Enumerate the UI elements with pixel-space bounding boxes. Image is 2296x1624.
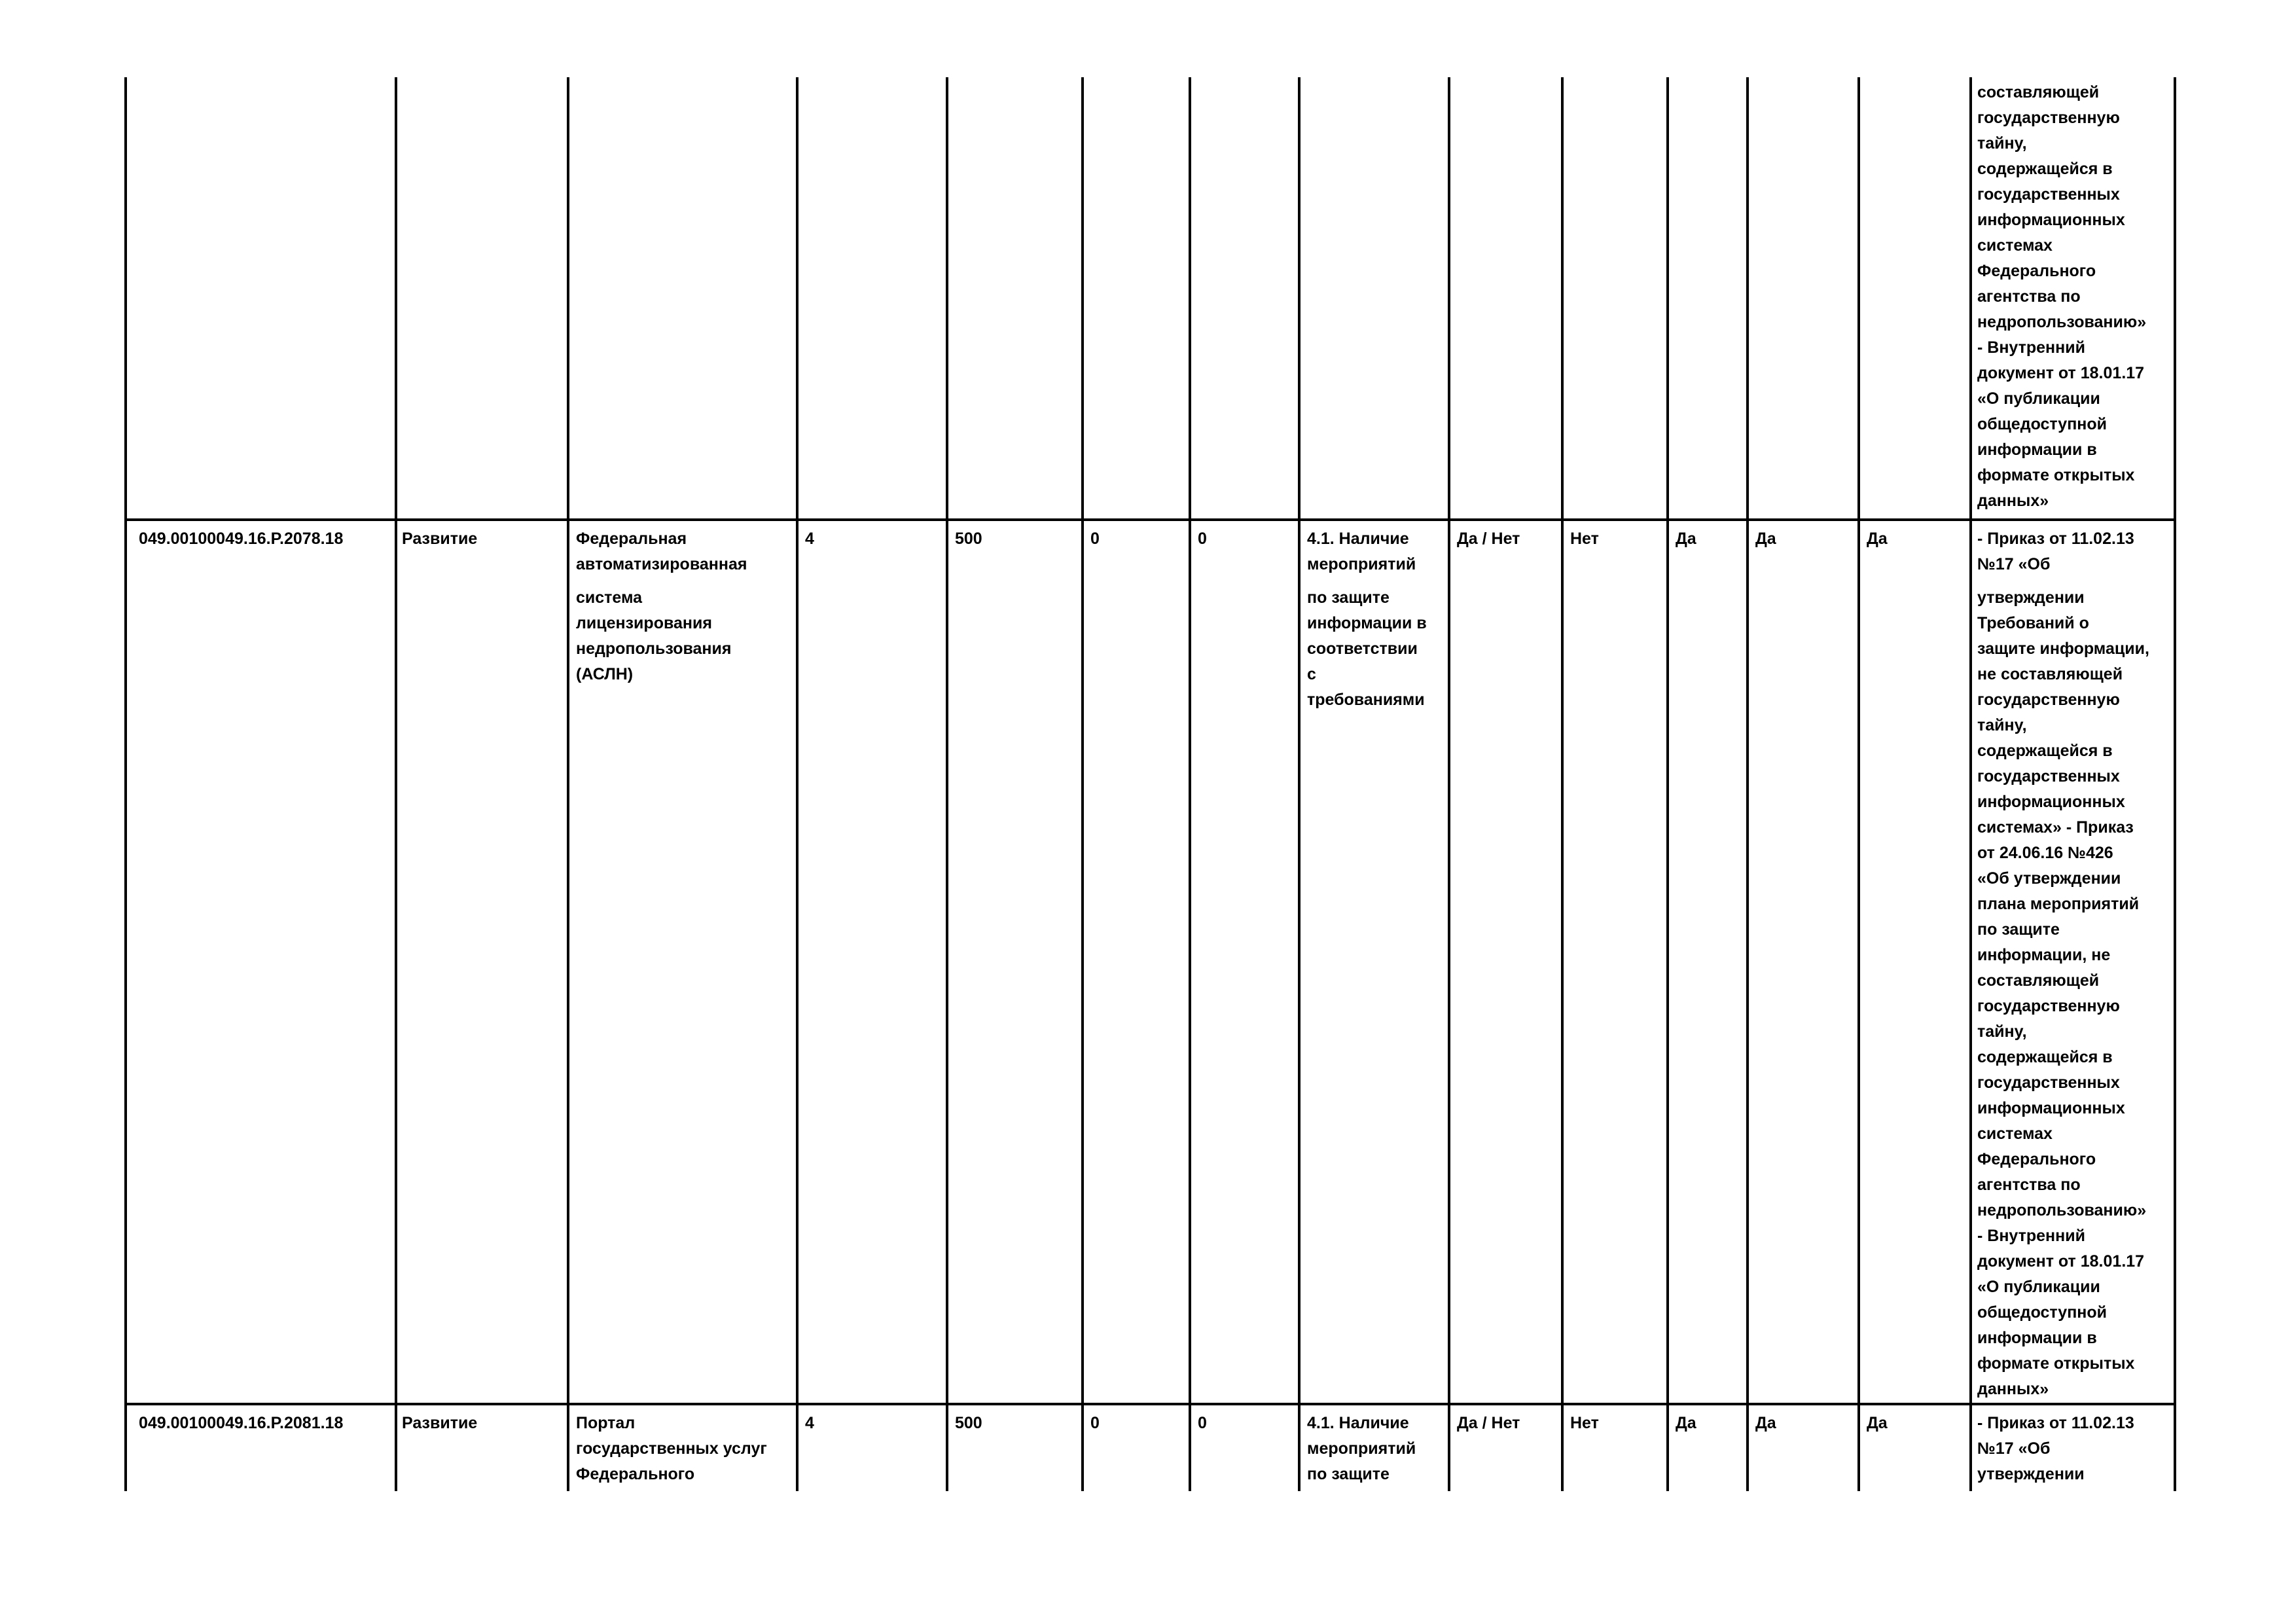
value-cell: Да: [1755, 1414, 1776, 1432]
indicator-line-b: по защите информации в соответствии с требованиями: [1307, 588, 1427, 709]
notes-cell: [1977, 526, 2170, 1402]
table-border-left: [124, 77, 127, 1491]
value-cell: Нет: [1570, 530, 1599, 548]
value-cell: Да: [1867, 1414, 1888, 1432]
notes-cell: - Приказ от 11.02.13 №17 «Об утверждении: [1977, 1414, 2134, 1483]
column-divider: [567, 77, 569, 1491]
value-cell: Да: [1867, 530, 1888, 548]
value-cell: Да: [1676, 1414, 1696, 1432]
value-cell: 0: [1090, 1414, 1100, 1432]
column-divider: [1298, 77, 1300, 1491]
notes-line-a: - Приказ от 11.02.13 №17 «Об: [1977, 530, 2134, 573]
column-divider: [1746, 77, 1749, 1491]
value-cell: 4: [805, 1414, 814, 1432]
unit-cell: Да / Нет: [1457, 530, 1520, 548]
column-divider: [946, 77, 948, 1491]
column-divider: [1857, 77, 1860, 1491]
value-cell: 0: [1198, 1414, 1207, 1432]
value-cell: 500: [955, 530, 982, 548]
column-divider: [1448, 77, 1450, 1491]
column-divider: [395, 77, 397, 1491]
project-code-cell: 049.00100049.16.P.2081.18: [139, 1414, 344, 1432]
value-cell: Да: [1755, 530, 1776, 548]
notes-cell-continued: составляющей государственную тайну, содержащейся в государственных информационных системах Федерального агентства по недропользованию» - Внутренний документ от 18.01.17 «О публикации общедоступной информации в формате открытых данных»: [1977, 83, 2147, 510]
value-cell: 500: [955, 1414, 982, 1432]
value-cell: 4: [805, 530, 814, 548]
column-divider: [1189, 77, 1191, 1491]
system-name-cell: Портал государственных услуг Федерального: [576, 1414, 767, 1483]
indicator-line-a: 4.1. Наличие мероприятий: [1307, 530, 1416, 573]
value-cell: 0: [1090, 530, 1100, 548]
system-name-line-a: Федеральная автоматизированная: [576, 530, 747, 573]
indicator-cell: [1307, 526, 1444, 713]
activity-type-cell: Развитие: [402, 530, 478, 548]
project-code-cell: 049.00100049.16.P.2078.18: [139, 530, 344, 548]
row-divider: [124, 1403, 2176, 1405]
indicator-cell: 4.1. Наличие мероприятий по защите: [1307, 1414, 1416, 1483]
value-cell: Нет: [1570, 1414, 1599, 1432]
activity-type-cell: Развитие: [402, 1414, 478, 1432]
row-divider: [124, 518, 2176, 521]
system-name-cell: [576, 526, 792, 687]
value-cell: 0: [1198, 530, 1207, 548]
column-divider: [1081, 77, 1084, 1491]
notes-line-b: утверждении Требований о защите информации, не составляющей государственную тайну, содержащейся в государственных информационных системах» - Приказ от 24.06.16 №426 «Об утверждении плана мероприятий по защите информации, не составляющей государственную тайну, содержащейся в государственных информационных системах Федерального агентства по недропользованию» - Внутренний документ от 18.01.17 «О публикации общедоступной информации в формате открытых данных»: [1977, 588, 2149, 1398]
column-divider: [1969, 77, 1972, 1491]
table-border-right: [2174, 77, 2176, 1491]
value-cell: Да: [1676, 530, 1696, 548]
unit-cell: Да / Нет: [1457, 1414, 1520, 1432]
column-divider: [1666, 77, 1669, 1491]
system-name-line-b: система лицензирования недропользования (АСЛН): [576, 588, 732, 683]
column-divider: [1561, 77, 1564, 1491]
column-divider: [796, 77, 798, 1491]
